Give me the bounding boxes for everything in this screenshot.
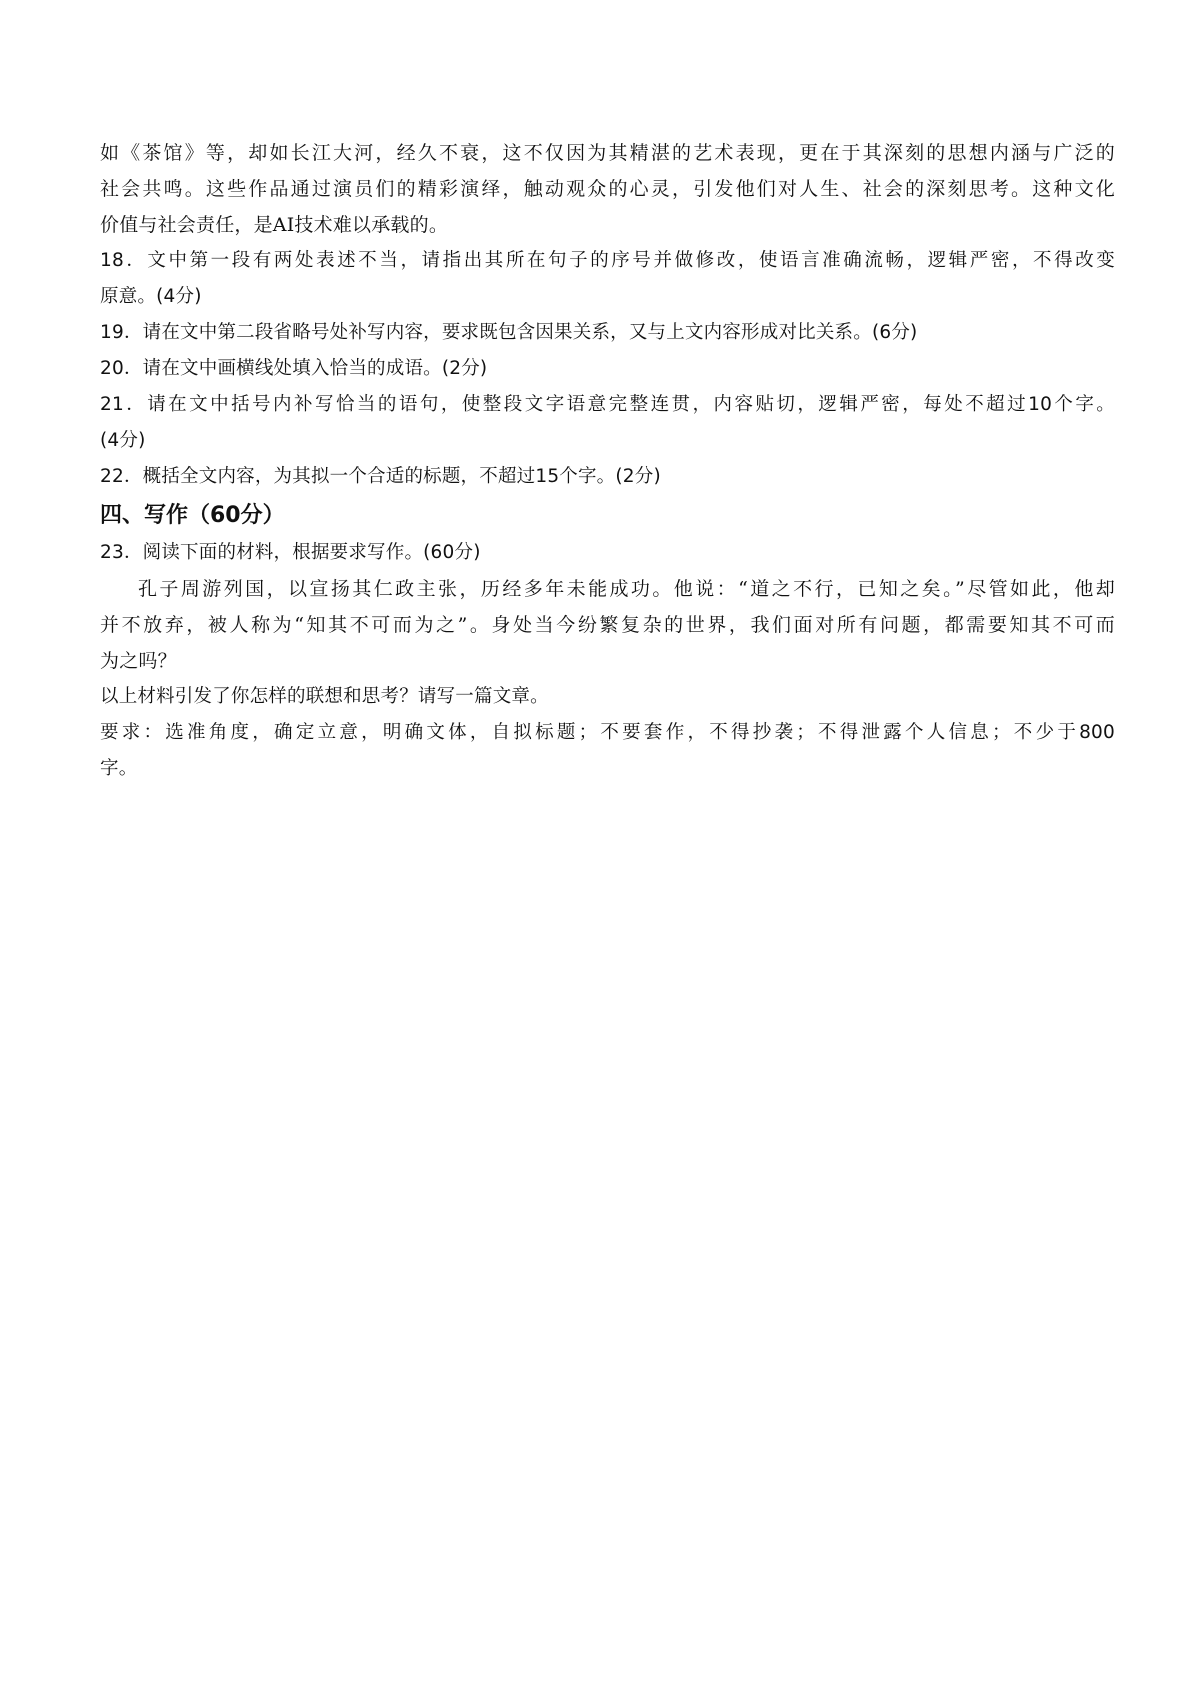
question-18-cont: 原意。(4分) — [100, 286, 202, 307]
passage-line: 如《茶馆》等，却如长江大河，经久不衰，这不仅因为其精湛的艺术表现，更在于其深刻的思想内涵与广泛的 — [100, 142, 1115, 164]
writing-requirements-cont: 字。 — [100, 758, 138, 779]
passage-line: 价值与社会责任，是AI技术难以承载的。 — [100, 214, 449, 236]
question-21-cont: (4分) — [100, 430, 146, 451]
material-line: 为之吗？ — [100, 650, 177, 672]
question-22: 22．概括全文内容，为其拟一个合适的标题，不超过15个字。(2分) — [100, 466, 661, 487]
question-23: 23．阅读下面的材料，根据要求写作。(60分) — [100, 542, 481, 563]
writing-requirements: 要求：选准角度，确定立意，明确文体，自拟标题；不要套作，不得抄袭；不得泄露个人信息；不少于800 — [100, 722, 1115, 743]
question-21: 21．请在文中括号内补写恰当的语句，使整段文字语意完整连贯，内容贴切，逻辑严密，每处不超过10个字。 — [100, 394, 1115, 415]
question-20: 20．请在文中画横线处填入恰当的成语。(2分) — [100, 358, 488, 379]
exam-page — [100, 135, 1115, 787]
material-line: 并不放弃，被人称为“知其不可而为之”。身处当今纷繁复杂的世界，我们面对所有问题，都需要知其不可而 — [100, 614, 1115, 636]
question-19: 19．请在文中第二段省略号处补写内容，要求既包含因果关系，又与上文内容形成对比关系。(6分) — [100, 322, 918, 343]
passage-line: 社会共鸣。这些作品通过演员们的精彩演绎，触动观众的心灵，引发他们对人生、社会的深刻思考。这种文化 — [100, 178, 1115, 200]
writing-prompt: 以上材料引发了你怎样的联想和思考？请写一篇文章。 — [100, 686, 549, 707]
material-line: 孔子周游列国，以宣扬其仁政主张，历经多年未能成功。他说：“道之不行，已知之矣。”尽管如此，他却 — [138, 578, 1115, 600]
question-18: 18．文中第一段有两处表述不当，请指出其所在句子的序号并做修改，使语言准确流畅，逻辑严密，不得改变 — [100, 250, 1115, 271]
section-heading-writing: 四、写作（60分） — [100, 503, 285, 528]
